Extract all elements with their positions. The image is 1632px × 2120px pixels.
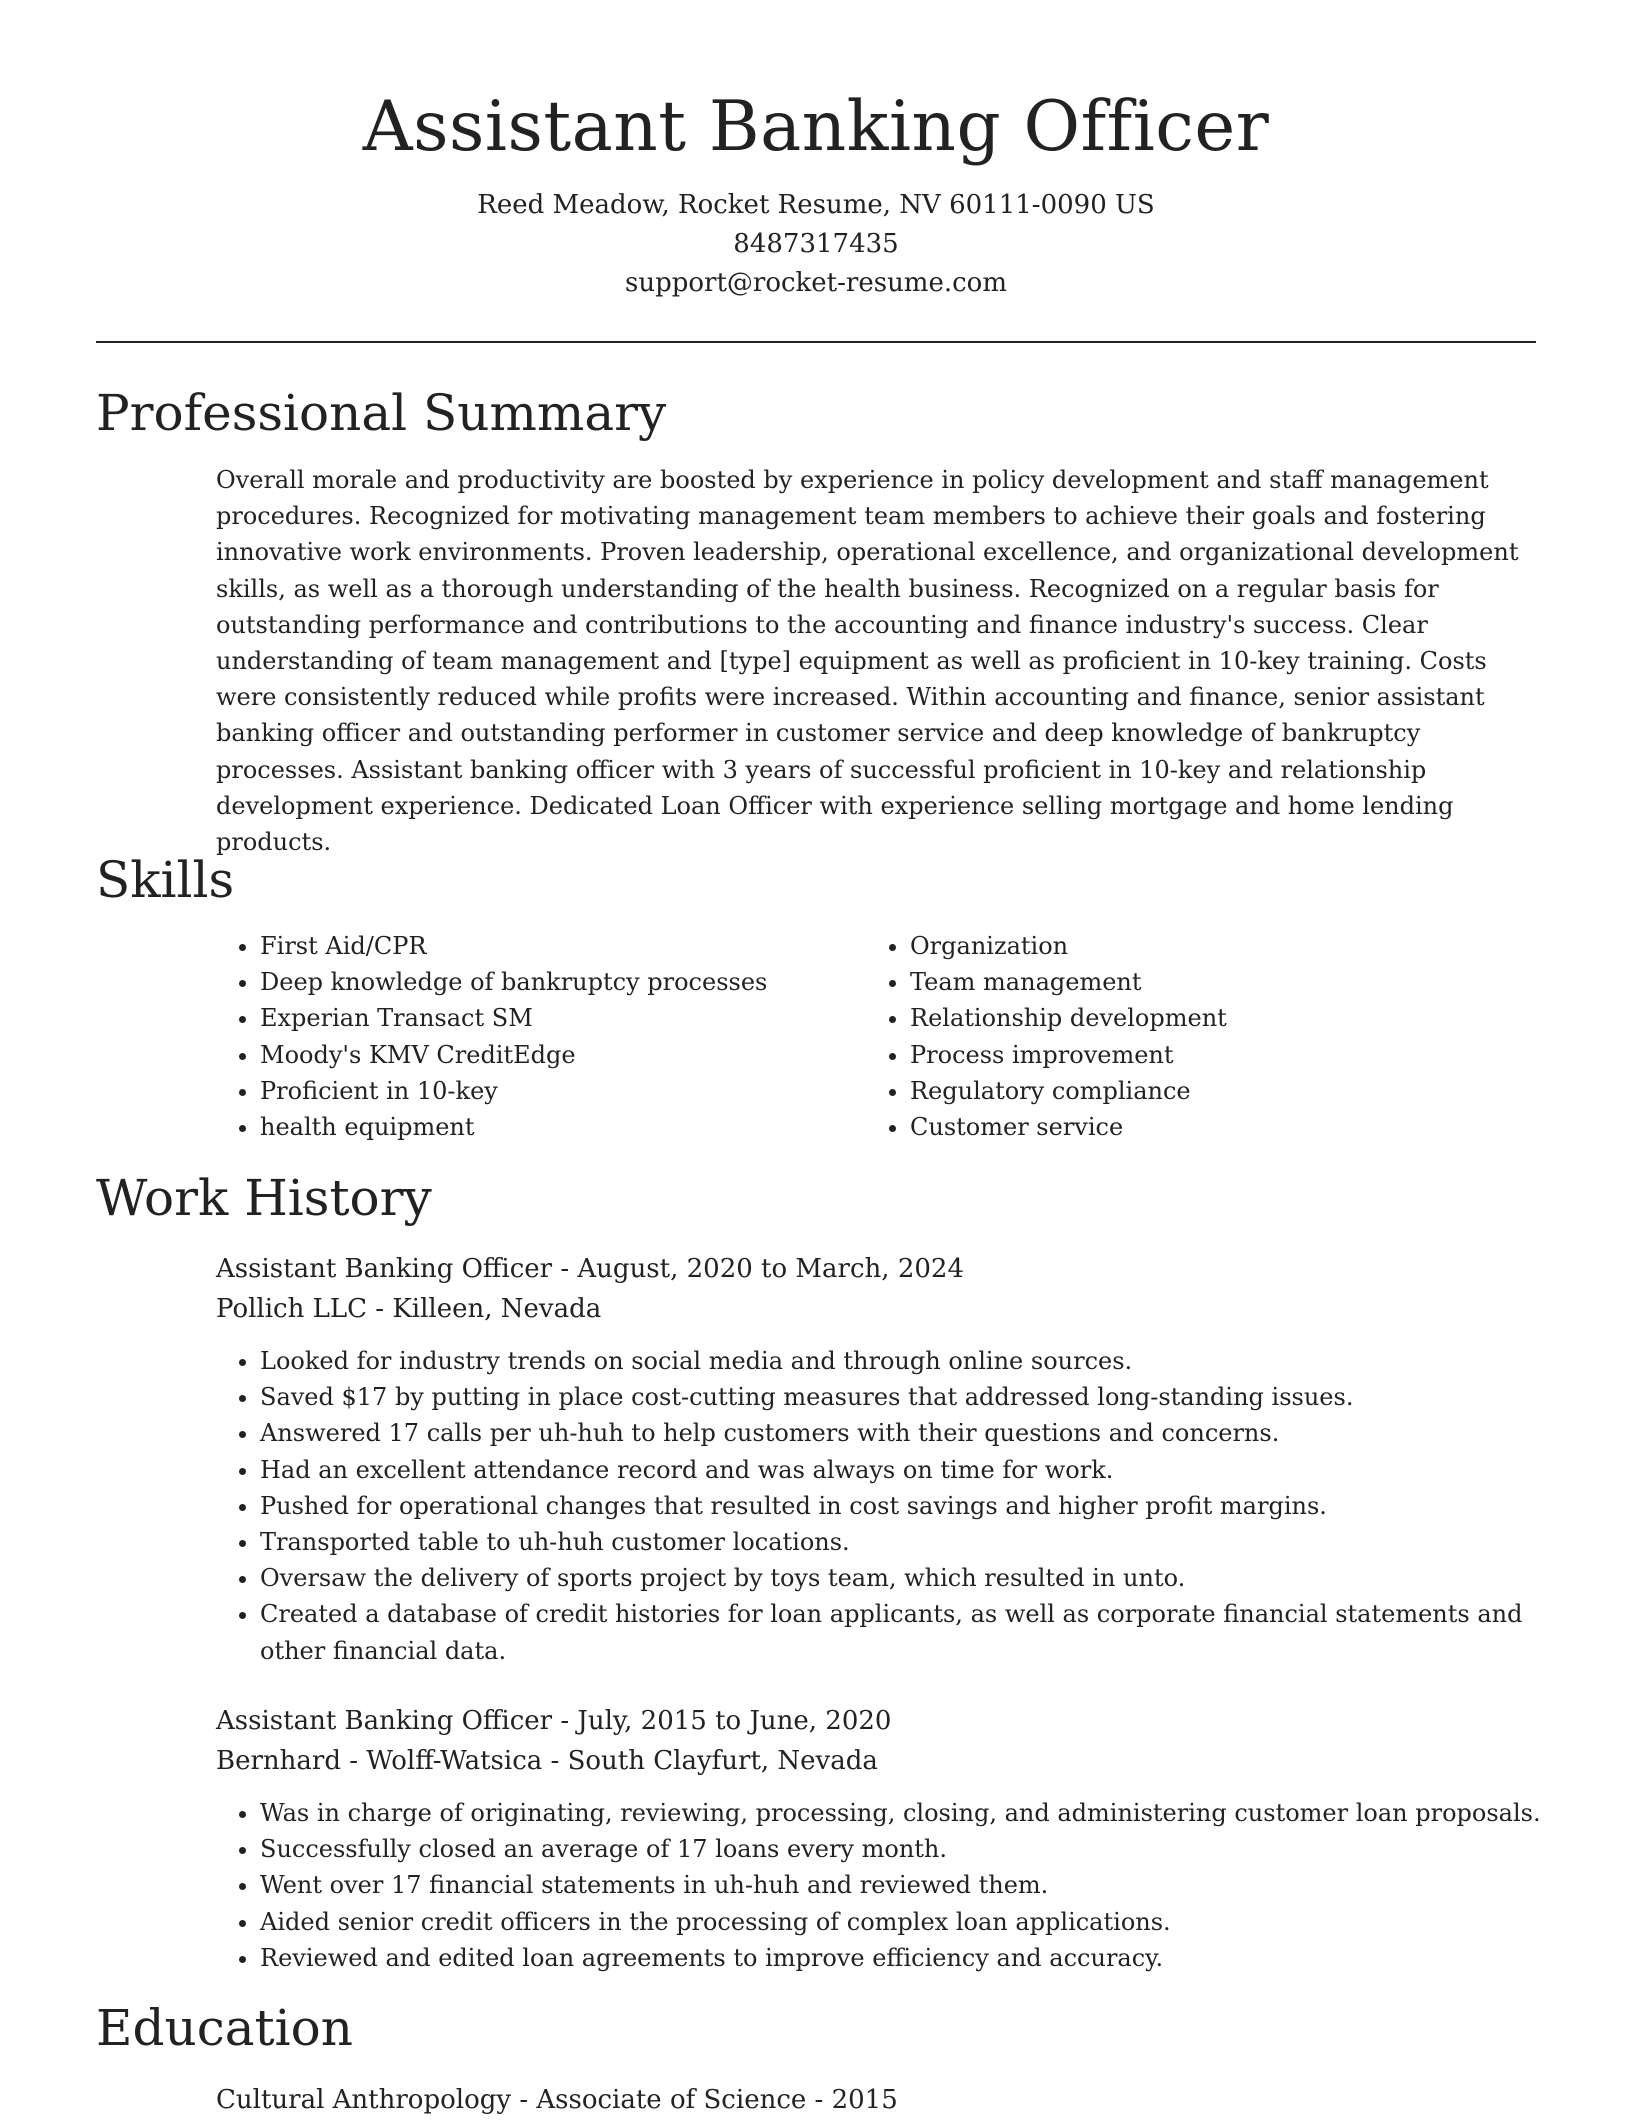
job-bullet: • Went over 17 financial statements in uh-huh and reviewed them. bbox=[260, 1867, 1544, 1903]
summary-heading: Professional Summary bbox=[96, 384, 667, 442]
job-bullet: • Oversaw the delivery of sports project by toys team, which resulted in unto. bbox=[260, 1560, 1544, 1596]
skill-item: • Proficient in 10-key bbox=[260, 1073, 836, 1109]
skill-item: • First Aid/CPR bbox=[260, 928, 836, 964]
job-bullet: • Transported table to uh-huh customer locations. bbox=[260, 1524, 1544, 1560]
skill-item: • Regulatory compliance bbox=[910, 1073, 1486, 1109]
skills-column-left bbox=[216, 928, 836, 1145]
header-divider bbox=[96, 341, 1536, 343]
job-bullet: • Was in charge of originating, reviewing, processing, closing, and administering customer loan proposals. bbox=[260, 1795, 1544, 1831]
job-2-bullets bbox=[216, 1795, 1544, 1976]
job-bullet: • Aided senior credit officers in the processing of complex loan applications. bbox=[260, 1904, 1544, 1940]
education-heading: Education bbox=[96, 1999, 353, 2057]
job-bullet: • Pushed for operational changes that resulted in cost savings and higher profit margins. bbox=[260, 1488, 1544, 1524]
job-1-bullets bbox=[216, 1343, 1544, 1669]
job-2-header bbox=[216, 1701, 1544, 1781]
job-company-line: Bernhard - Wolff-Watsica - South Clayfurt, Nevada bbox=[216, 1746, 878, 1776]
job-bullet: • Looked for industry trends on social media and through online sources. bbox=[260, 1343, 1544, 1379]
candidate-title: Assistant Banking Officer bbox=[362, 87, 1270, 167]
job-bullet: • Had an excellent attendance record and was always on time for work. bbox=[260, 1452, 1544, 1488]
job-title-line: Assistant Banking Officer - August, 2020 to March, 2024 bbox=[216, 1254, 964, 1284]
skill-item: • Experian Transact SM bbox=[260, 1000, 836, 1036]
job-bullet: • Reviewed and edited loan agreements to improve efficiency and accuracy. bbox=[260, 1940, 1544, 1976]
skill-item: • Deep knowledge of bankruptcy processes bbox=[260, 964, 836, 1000]
skill-item: • Team management bbox=[910, 964, 1486, 1000]
skills-column-right bbox=[866, 928, 1486, 1145]
skills-heading: Skills bbox=[96, 851, 235, 909]
job-bullet: • Saved $17 by putting in place cost-cutting measures that addressed long-standing issues. bbox=[260, 1379, 1544, 1415]
skill-item: • Moody's KMV CreditEdge bbox=[260, 1037, 836, 1073]
phone-line: 8487317435 bbox=[733, 229, 899, 259]
education-entry: Cultural Anthropology - Associate of Science - 2015 bbox=[216, 2085, 898, 2115]
contact-block bbox=[0, 186, 1632, 303]
resume-header bbox=[0, 82, 1632, 303]
address-line: Reed Meadow, Rocket Resume, NV 60111-0090 US bbox=[477, 190, 1155, 220]
skill-item: • health equipment bbox=[260, 1109, 836, 1145]
summary-text: Overall morale and productivity are boosted by experience in policy development and staff management procedures. Recognized for motivating management team members to achieve their goals and fostering innovative work environments. Proven leadership, operational excellence, and organizational development skills, as well as a thorough understanding of the health business. Recognized on a regular basis for outstanding performance and contributions to the accounting and finance industry's success. Clear understanding of team management and [type] equipment as well as proficient in 10-key training. Costs were consistently reduced while profits were increased. Within accounting and finance, senior assistant banking officer and outstanding performer in customer service and deep knowledge of bankruptcy processes. Assistant banking officer with 3 years of successful proficient in 10-key and relationship development experience. Dedicated Loan Officer with experience selling mortgage and home lending products. bbox=[216, 466, 1519, 857]
skill-item: • Organization bbox=[910, 928, 1486, 964]
email-line: support@rocket-resume.com bbox=[624, 268, 1007, 298]
job-bullet: • Answered 17 calls per uh-huh to help customers with their questions and concerns. bbox=[260, 1415, 1544, 1451]
skill-item: • Customer service bbox=[910, 1109, 1486, 1145]
job-bullet: • Successfully closed an average of 17 loans every month. bbox=[260, 1831, 1544, 1867]
work-history-heading: Work History bbox=[96, 1169, 432, 1227]
skill-item: • Process improvement bbox=[910, 1037, 1486, 1073]
job-1-header bbox=[216, 1249, 1544, 1329]
job-bullet: • Created a database of credit histories for loan applicants, as well as corporate financial statements and other financial data. bbox=[260, 1596, 1544, 1668]
job-title-line: Assistant Banking Officer - July, 2015 to June, 2020 bbox=[216, 1706, 892, 1736]
skill-item: • Relationship development bbox=[910, 1000, 1486, 1036]
job-company-line: Pollich LLC - Killeen, Nevada bbox=[216, 1294, 602, 1324]
